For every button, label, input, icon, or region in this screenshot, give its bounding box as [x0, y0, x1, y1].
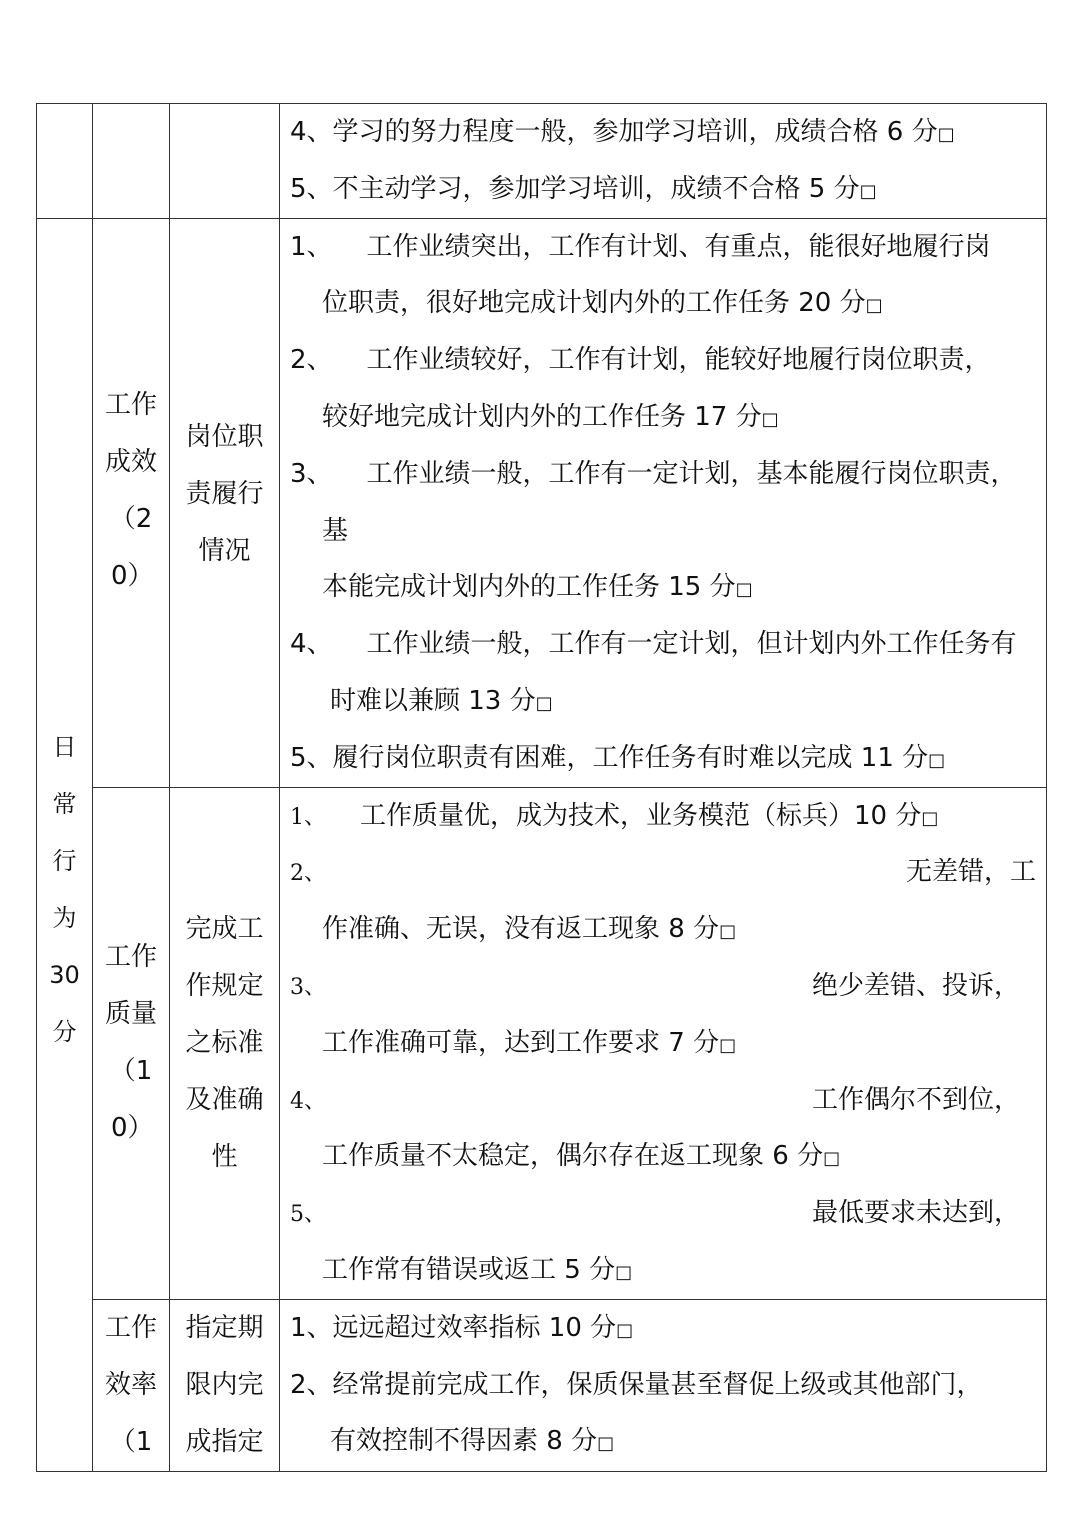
evaluation-table: [36, 103, 1047, 1472]
criteria-line: 工作准确可靠，达到工作要求 7 分□: [322, 1027, 737, 1058]
criteria-line: 4、 工作偶尔不到位，: [290, 1084, 1020, 1115]
table-row: [37, 787, 1047, 1299]
criteria-line: 1、 工作质量优，成为技术，业务模范（标兵）10 分□: [290, 800, 939, 831]
criteria-line: 4、 工作业绩一般，工作有一定计划，但计划内外工作任务有: [290, 629, 1017, 660]
criteria-line: 5、 最低要求未达到，: [290, 1198, 1020, 1229]
criteria-line: 2、经常提前完成工作，保质保量甚至督促上级或其他部门，: [290, 1369, 983, 1400]
criteria-line: 3、 工作业绩一般，工作有一定计划，基本能履行岗位职责，: [290, 458, 1017, 489]
criteria-line: 2、 工作业绩较好，工作有计划，能较好地履行岗位职责，: [290, 345, 991, 376]
table-row: [37, 104, 1047, 219]
criteria-line: 1、 工作业绩突出，工作有计划、有重点，能很好地履行岗: [290, 231, 991, 262]
table-row: [37, 218, 1047, 787]
subcategory-standard: 完成工 作规定 之标准 及准确 性: [170, 787, 280, 1299]
empty-cell: [170, 104, 280, 219]
criteria-line: 较好地完成计划内外的工作任务 17 分□: [322, 401, 779, 432]
table-row: [37, 1299, 1047, 1471]
category-efficiency: 工作 效率 （1: [93, 1299, 170, 1471]
criteria-cell: [280, 1299, 1047, 1471]
criteria-line: 5、不主动学习，参加学习培训，成绩不合格 5 分□: [290, 173, 877, 204]
criteria-line: 时难以兼顾 13 分□: [330, 685, 553, 716]
subcategory-deadline: 指定期 限内完 成指定: [170, 1299, 280, 1471]
section-label: 日 常 行 为 30 分: [37, 218, 93, 1471]
criteria-line: 作准确、无误，没有返工现象 8 分□: [322, 914, 737, 945]
criteria-line: 3、 绝少差错、投诉，: [290, 970, 1020, 1001]
criteria-line: 本能完成计划内外的工作任务 15 分□: [322, 572, 753, 603]
criteria-cell: [280, 787, 1047, 1299]
criteria-line: 5、履行岗位职责有困难，工作任务有时难以完成 11 分□: [290, 742, 946, 773]
criteria-line: 2、 无差错，工: [290, 857, 1036, 888]
criteria-line: 4、学习的努力程度一般，参加学习培训，成绩合格 6 分□: [290, 117, 955, 147]
category-quality: 工作 质量 （1 0）: [93, 787, 170, 1299]
subcategory-duty: 岗位职 责履行 情况: [170, 218, 280, 787]
criteria-line: 位职责，很好地完成计划内外的工作任务 20 分□: [322, 288, 883, 319]
empty-cell: [93, 104, 170, 219]
criteria-line: 基: [322, 515, 349, 546]
category-performance: 工作 成效 （2 0）: [93, 218, 170, 787]
criteria-cell: [280, 104, 1047, 219]
criteria-line: 有效控制不得因素 8 分□: [330, 1426, 615, 1457]
criteria-line: 工作质量不太稳定，偶尔存在返工现象 6 分□: [322, 1141, 841, 1172]
empty-cell: [37, 104, 93, 219]
criteria-line: 1、远远超过效率指标 10 分□: [290, 1312, 634, 1343]
criteria-cell: [280, 218, 1047, 787]
criteria-line: 工作常有错误或返工 5 分□: [322, 1254, 633, 1285]
